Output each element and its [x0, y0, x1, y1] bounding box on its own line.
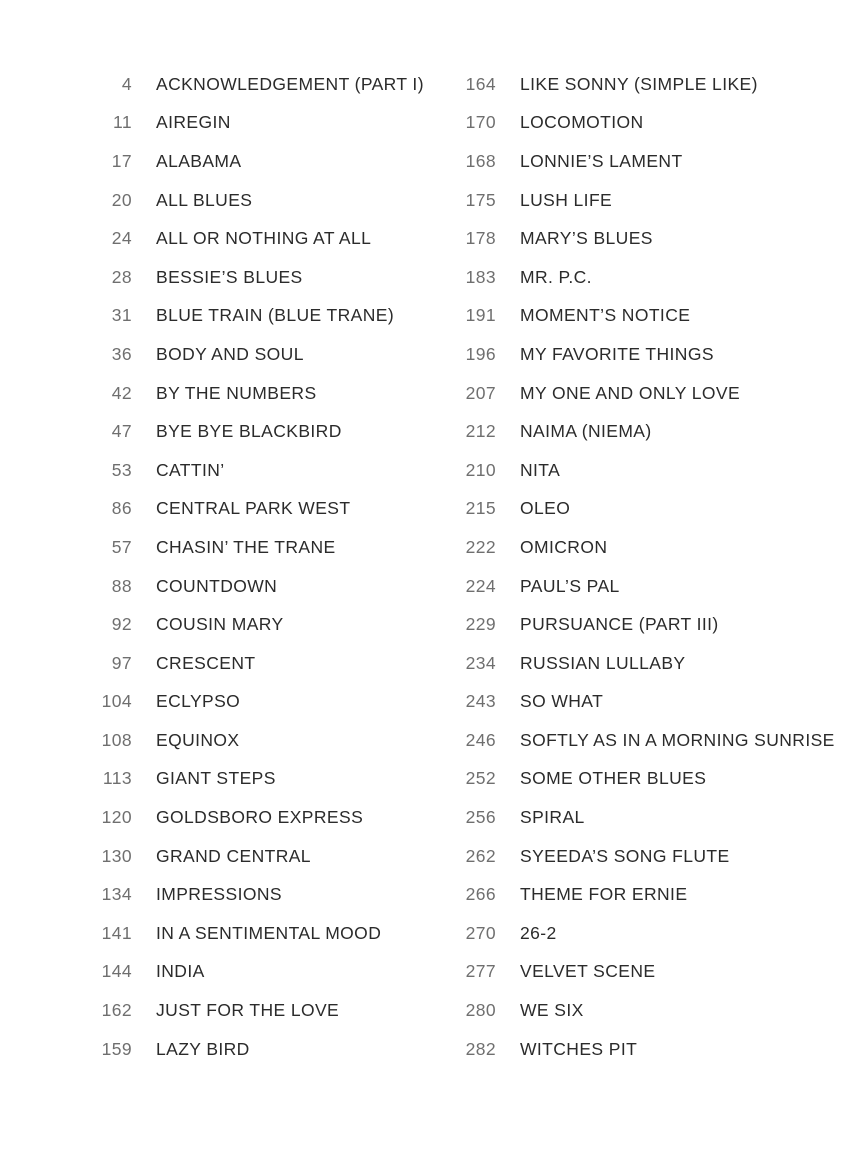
toc-entry-page-number: 243	[465, 691, 496, 712]
toc-entry-page-number: 88	[111, 575, 132, 596]
toc-entry-page-number: 104	[101, 691, 132, 712]
toc-entry-title: OMICRON	[520, 536, 608, 557]
toc-entry	[444, 1030, 864, 1069]
toc-entry	[80, 914, 444, 953]
toc-entry-title: GRAND CENTRAL	[156, 845, 311, 866]
toc-entry	[80, 374, 444, 413]
toc-entry	[444, 412, 864, 451]
toc-entry-page-number: 183	[465, 266, 496, 287]
toc-entry-page-number: 20	[111, 189, 132, 210]
toc-entry-title: 26-2	[520, 922, 557, 943]
toc-entry	[80, 219, 444, 258]
toc-entry-title: NITA	[520, 459, 561, 480]
toc-entry	[80, 721, 444, 760]
toc-entry-title: MY FAVORITE THINGS	[520, 343, 714, 364]
toc-entry-page-number: 224	[465, 575, 496, 596]
toc-entry	[80, 1030, 444, 1069]
toc-entry-title: NAIMA (NIEMA)	[520, 421, 652, 442]
toc-entry-title: IMPRESSIONS	[156, 884, 282, 905]
toc-entry-title: SO WHAT	[520, 691, 604, 712]
toc-entry-title: SOFTLY AS IN A MORNING SUNRISE	[520, 729, 835, 750]
toc-entry-title: CHASIN’ THE TRANE	[156, 536, 336, 557]
toc-entry	[444, 219, 864, 258]
toc-entry-page-number: 246	[465, 729, 496, 750]
toc-entry-title: IN A SENTIMENTAL MOOD	[156, 922, 382, 943]
toc-entry-title: LUSH LIFE	[520, 189, 613, 210]
toc-entry-title: OLEO	[520, 498, 571, 519]
toc-entry	[444, 374, 864, 413]
toc-entry-title: EQUINOX	[156, 729, 240, 750]
toc-entry-page-number: 120	[101, 807, 132, 828]
toc-entry	[444, 644, 864, 683]
toc-entry-page-number: 42	[111, 382, 132, 403]
toc-entry	[444, 528, 864, 567]
toc-entry-title: LIKE SONNY (SIMPLE LIKE)	[520, 73, 758, 94]
toc-entry	[444, 490, 864, 529]
toc-entry-title: ALABAMA	[156, 150, 242, 171]
toc-entry	[80, 490, 444, 529]
toc-entry	[444, 721, 864, 760]
toc-entry	[444, 683, 864, 722]
toc-entry-page-number: 234	[465, 652, 496, 673]
toc-entry-page-number: 210	[465, 459, 496, 480]
toc-entry	[444, 567, 864, 606]
toc-entry-title: ECLYPSO	[156, 691, 241, 712]
toc-entry-page-number: 277	[465, 961, 496, 982]
toc-entry-page-number: 11	[113, 112, 132, 133]
toc-entry-title: COUNTDOWN	[156, 575, 278, 596]
toc-entry-title: ACKNOWLEDGEMENT (PART I)	[156, 73, 424, 94]
toc-entry	[444, 875, 864, 914]
toc-entry	[80, 683, 444, 722]
toc-column-right	[444, 65, 864, 1068]
toc-entry-title: WITCHES PIT	[520, 1038, 638, 1059]
toc-entry-title: MARY’S BLUES	[520, 228, 653, 249]
toc-entry-title: COUSIN MARY	[156, 614, 284, 635]
toc-entry-page-number: 86	[111, 498, 132, 519]
toc-entry-page-number: 47	[111, 421, 132, 442]
toc-entry-title: INDIA	[156, 961, 205, 982]
toc-entry	[80, 875, 444, 914]
toc-entry-title: GOLDSBORO EXPRESS	[156, 807, 364, 828]
toc-entry-page-number: 4	[121, 73, 132, 94]
toc-entry	[444, 953, 864, 992]
toc-entry	[80, 104, 444, 143]
toc-entry-page-number: 178	[465, 228, 496, 249]
toc-entry-title: PURSUANCE (PART III)	[520, 614, 719, 635]
toc-entry-page-number: 24	[111, 228, 132, 249]
toc-entry-page-number: 53	[111, 459, 132, 480]
toc-entry	[444, 142, 864, 181]
toc-entry-page-number: 130	[101, 845, 132, 866]
toc-entry-page-number: 141	[101, 922, 132, 943]
toc-entry	[444, 297, 864, 336]
toc-entry	[80, 297, 444, 336]
toc-entry	[444, 451, 864, 490]
toc-entry	[80, 953, 444, 992]
toc-entry-page-number: 207	[465, 382, 496, 403]
toc-entry	[444, 914, 864, 953]
toc-entry	[80, 528, 444, 567]
table-of-contents	[80, 65, 864, 1068]
toc-entry	[80, 335, 444, 374]
toc-column-left	[80, 65, 444, 1068]
toc-entry-title: SYEEDA’S SONG FLUTE	[520, 845, 730, 866]
toc-entry-page-number: 97	[111, 652, 132, 673]
toc-entry	[80, 65, 444, 104]
toc-entry-page-number: 256	[465, 807, 496, 828]
toc-entry	[80, 837, 444, 876]
toc-entry	[80, 412, 444, 451]
toc-entry-title: BODY AND SOUL	[156, 343, 304, 364]
toc-entry-page-number: 196	[465, 343, 496, 364]
toc-entry-page-number: 170	[465, 112, 496, 133]
toc-entry-page-number: 280	[465, 1000, 496, 1021]
toc-entry-title: RUSSIAN LULLABY	[520, 652, 686, 673]
toc-entry	[444, 605, 864, 644]
toc-entry-page-number: 282	[465, 1038, 496, 1059]
toc-entry	[80, 142, 444, 181]
toc-entry-page-number: 113	[102, 768, 132, 789]
toc-entry-title: MY ONE AND ONLY LOVE	[520, 382, 741, 403]
toc-entry	[444, 837, 864, 876]
toc-entry-page-number: 229	[465, 614, 496, 635]
toc-entry-title: THEME FOR ERNIE	[520, 884, 688, 905]
toc-entry-title: ALL BLUES	[156, 189, 253, 210]
toc-entry-page-number: 57	[111, 536, 132, 557]
toc-entry-title: SPIRAL	[520, 807, 585, 828]
toc-entry-title: BY THE NUMBERS	[156, 382, 317, 403]
toc-entry-page-number: 164	[465, 73, 496, 94]
toc-entry-page-number: 92	[111, 614, 132, 635]
toc-entry-title: CATTIN’	[156, 459, 225, 480]
toc-entry-page-number: 28	[111, 266, 132, 287]
toc-entry	[80, 644, 444, 683]
toc-entry-page-number: 270	[465, 922, 496, 943]
toc-entry	[444, 798, 864, 837]
toc-entry	[444, 65, 864, 104]
toc-entry	[444, 258, 864, 297]
toc-entry	[444, 335, 864, 374]
toc-entry-title: CENTRAL PARK WEST	[156, 498, 351, 519]
toc-entry	[80, 567, 444, 606]
toc-entry-title: BYE BYE BLACKBIRD	[156, 421, 342, 442]
toc-entry-page-number: 168	[465, 150, 496, 171]
toc-entry-title: CRESCENT	[156, 652, 256, 673]
toc-entry-page-number: 215	[465, 498, 496, 519]
toc-entry-page-number: 159	[101, 1038, 132, 1059]
toc-entry-title: BESSIE’S BLUES	[156, 266, 303, 287]
toc-entry-page-number: 222	[465, 536, 496, 557]
toc-entry-title: AIREGIN	[156, 112, 231, 133]
toc-entry	[80, 451, 444, 490]
toc-entry-title: SOME OTHER BLUES	[520, 768, 707, 789]
toc-entry-title: BLUE TRAIN (BLUE TRANE)	[156, 305, 395, 326]
toc-entry-title: WE SIX	[520, 1000, 584, 1021]
toc-entry-title: MR. P.C.	[520, 266, 592, 287]
toc-entry-title: LOCOMOTION	[520, 112, 644, 133]
toc-entry	[444, 181, 864, 220]
toc-entry	[444, 104, 864, 143]
toc-entry-title: GIANT STEPS	[156, 768, 276, 789]
toc-entry-page-number: 252	[465, 768, 496, 789]
toc-entry-page-number: 266	[465, 884, 496, 905]
toc-entry	[80, 991, 444, 1030]
toc-entry-page-number: 262	[465, 845, 496, 866]
toc-entry	[80, 258, 444, 297]
toc-entry-title: LAZY BIRD	[156, 1038, 250, 1059]
toc-entry-title: LONNIE’S LAMENT	[520, 150, 683, 171]
toc-entry-title: ALL OR NOTHING AT ALL	[156, 228, 372, 249]
toc-entry-page-number: 36	[111, 343, 132, 364]
toc-entry	[80, 605, 444, 644]
toc-entry-page-number: 144	[101, 961, 132, 982]
toc-entry-page-number: 191	[465, 305, 496, 326]
toc-entry-title: VELVET SCENE	[520, 961, 656, 982]
toc-entry-title: JUST FOR THE LOVE	[156, 1000, 340, 1021]
toc-entry	[444, 991, 864, 1030]
toc-entry-page-number: 31	[111, 305, 132, 326]
toc-entry-page-number: 175	[465, 189, 496, 210]
toc-entry-title: PAUL’S PAL	[520, 575, 620, 596]
toc-entry-page-number: 108	[101, 729, 132, 750]
toc-entry-page-number: 162	[101, 1000, 132, 1021]
toc-entry	[80, 760, 444, 799]
toc-entry	[80, 798, 444, 837]
toc-entry-page-number: 134	[101, 884, 132, 905]
toc-entry	[444, 760, 864, 799]
toc-entry	[80, 181, 444, 220]
toc-entry-page-number: 17	[111, 150, 132, 171]
toc-entry-page-number: 212	[465, 421, 496, 442]
toc-entry-title: MOMENT’S NOTICE	[520, 305, 691, 326]
